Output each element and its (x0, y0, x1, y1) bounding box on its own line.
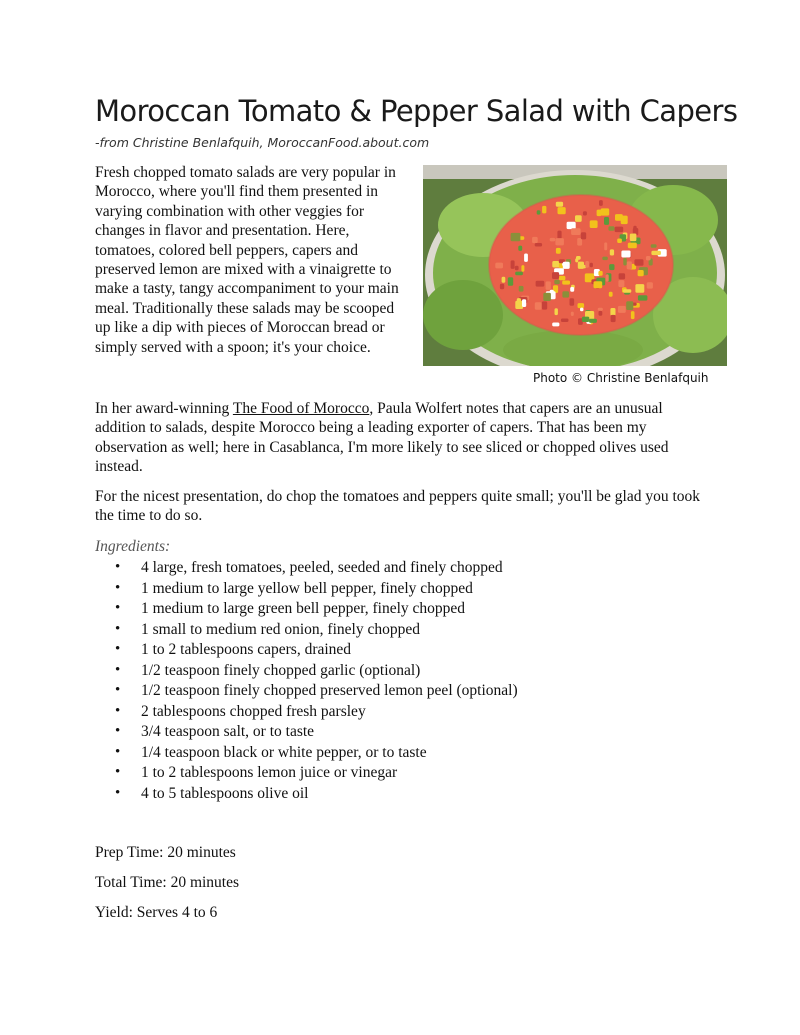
salad-bit (555, 308, 558, 315)
bullet-icon: • (115, 682, 121, 698)
salad-bit (578, 303, 585, 308)
salad-bit (594, 281, 603, 288)
salad-bit (618, 280, 624, 287)
salad-bit (598, 271, 602, 276)
salad-bit (647, 282, 653, 288)
salad-bit (550, 238, 556, 242)
salad-photo (423, 165, 727, 366)
salad-bit (626, 301, 633, 310)
salad-bit (535, 243, 542, 247)
salad-bit (519, 286, 524, 292)
list-item (95, 640, 655, 661)
salad-bit (567, 222, 576, 229)
list-item (95, 743, 655, 764)
salad-bit (537, 210, 541, 214)
salad-bit (562, 291, 569, 297)
salad-bit (559, 276, 566, 280)
ingredients-heading: Ingredients: (95, 538, 171, 555)
salad-bit (500, 284, 504, 290)
bullet-icon: • (115, 600, 121, 616)
salad-bit (609, 264, 614, 270)
salad-bit (585, 261, 589, 268)
salad-bit (554, 280, 560, 285)
book-title-link[interactable]: The Food of Morocco (232, 400, 370, 417)
salad-bit (552, 323, 559, 327)
list-item (95, 722, 655, 743)
salad-bit (610, 249, 614, 255)
paragraph-wolfert-rest: , Paula Wolfert notes that capers are an unusual addition to salads, despite Morocco being a leading exporter of capers. That has been my observation as well; here in Casablanca, I'm more likely to see sliced or chopped olives used instead. (95, 400, 669, 476)
salad-bit (582, 317, 589, 322)
salad-bit (651, 251, 661, 255)
bullet-icon: • (115, 661, 121, 678)
ingredient-text: 4 to 5 tablespoons olive oil (141, 784, 309, 802)
salad-bit (524, 254, 528, 262)
ingredient-text: 1 medium to large yellow bell pepper, finely chopped (141, 579, 473, 597)
salad-bit (521, 265, 524, 272)
salad-bit (508, 277, 513, 286)
ingredient-text: 1 to 2 tablespoons lemon juice or vinegar (141, 764, 398, 781)
salad-illustration (423, 165, 727, 366)
paragraph-presentation: For the nicest presentation, do chop the tomatoes and peppers quite small; you'll be glad you took the time to do so. (95, 488, 701, 525)
salad-bit (611, 315, 616, 322)
prep-time: Prep Time: 20 minutes (95, 844, 236, 861)
salad-bit (631, 311, 635, 319)
bullet-icon: • (115, 641, 121, 657)
salad-bit (635, 284, 644, 293)
salad-bit (598, 308, 603, 311)
salad-bit (615, 227, 624, 233)
intro-paragraph: Fresh chopped tomato salads are very popular in Morocco, where you'll find them presented in varying combination with other veggies for changes in flavor and presentation. Here, tomatoes, colored bell peppers, capers and preserved lemon are mixed with a vinaigrette to make a tasty, tangy accompaniment to your main meal. Traditionally these salads may be scooped up like a dip with pieces of Moroccan bread or simply served with a spoon; it's your choice. (95, 164, 399, 356)
list-item (95, 599, 655, 620)
bullet-icon: • (115, 764, 121, 780)
bullet-icon: • (115, 743, 121, 760)
list-item (95, 579, 655, 600)
salad-bit (619, 273, 626, 279)
paragraph-wolfert (95, 399, 705, 477)
salad-bit (623, 258, 626, 266)
salad-bit (638, 270, 644, 276)
salad-bit (590, 263, 593, 267)
salad-bit (570, 298, 575, 305)
salad-bit (599, 311, 603, 316)
yield: Yield: Serves 4 to 6 (95, 904, 218, 921)
salad-bit (615, 214, 623, 221)
ingredient-text: 1/2 teaspoon finely chopped preserved lemon peel (optional) (141, 682, 518, 699)
salad-bit (583, 211, 587, 215)
list-item (95, 702, 655, 723)
salad-bit (617, 239, 622, 244)
salad-bit (511, 260, 515, 269)
ingredients-list (95, 558, 655, 804)
salad-bit (515, 266, 519, 271)
salad-bit (563, 262, 570, 269)
salad-bit (556, 248, 561, 254)
salad-bit (558, 207, 566, 214)
salad-bit (606, 274, 609, 282)
salad-bit (515, 301, 523, 309)
ingredient-text: 2 tablespoons chopped fresh parsley (141, 702, 366, 720)
salad-bit (542, 206, 546, 214)
list-item (95, 558, 655, 579)
ingredient-text: 1 medium to large green bell pepper, finely chopped (141, 600, 466, 617)
salad-bit (610, 308, 615, 316)
salad-bit (555, 238, 564, 245)
salad-bit (589, 319, 597, 323)
salad-bit (511, 233, 521, 241)
salad-bit (522, 299, 526, 307)
list-item (95, 620, 655, 641)
salad-bit (630, 234, 637, 242)
salad-bit (577, 238, 582, 246)
salad-bit (581, 232, 586, 239)
salad-bit (570, 287, 574, 292)
salad-bit (543, 293, 551, 301)
ingredient-text: 1/4 teaspoon black or white pepper, or to taste (141, 743, 427, 761)
salad-bit (618, 306, 626, 313)
ingredient-text: 1 small to medium red onion, finely chopped (141, 620, 420, 638)
photo-caption: Photo © Christine Benlafquih (533, 371, 709, 385)
ingredient-text: 3/4 teaspoon salt, or to taste (141, 723, 315, 740)
ingredient-text: 1/2 teaspoon finely chopped garlic (optional) (141, 661, 421, 679)
salad-bit (623, 289, 631, 292)
salad-bit (601, 208, 610, 215)
list-item (95, 784, 655, 805)
bullet-icon: • (115, 702, 121, 719)
paragraph-wolfert-start: In her award-winning (95, 400, 233, 417)
salad-bit (634, 259, 643, 266)
bullet-icon: • (115, 723, 121, 739)
salad-bit (532, 237, 538, 243)
salad-bit (590, 220, 598, 228)
salad-bit (604, 217, 609, 225)
salad-bit (562, 281, 570, 285)
salad-bit (575, 258, 578, 262)
list-item (95, 681, 655, 702)
salad-bit (621, 251, 630, 258)
list-item (95, 763, 655, 784)
salad-bit (535, 302, 542, 310)
bullet-icon: • (115, 559, 121, 575)
salad-bit (609, 292, 613, 297)
salad-bit (561, 319, 569, 323)
salad-bit (571, 312, 574, 316)
salad-bit (627, 261, 632, 269)
salad-bit (552, 272, 559, 279)
salad-bit (575, 215, 582, 222)
salad-bit (608, 226, 614, 231)
salad-bit (556, 202, 563, 207)
salad-bit (638, 295, 648, 300)
bullet-icon: • (115, 620, 121, 637)
salad-bit (542, 301, 547, 309)
bullet-icon: • (115, 579, 121, 596)
salad-bit (502, 277, 506, 283)
salad-bit (571, 228, 581, 235)
salad-bit (604, 242, 607, 250)
total-time: Total Time: 20 minutes (95, 874, 240, 891)
salad-bit (628, 243, 637, 249)
salad-bit (536, 281, 545, 287)
salad-bit (651, 244, 657, 248)
salad-bit (599, 200, 603, 206)
page-title: Moroccan Tomato & Pepper Salad with Capers (95, 94, 738, 128)
ingredient-text: 1 to 2 tablespoons capers, drained (141, 641, 352, 658)
salad-bit (602, 257, 608, 261)
salad-bit (578, 262, 584, 269)
salad-bit (518, 246, 522, 251)
salad-bit (495, 263, 503, 269)
bullet-icon: • (115, 784, 121, 801)
salad-bit (580, 308, 584, 312)
ingredient-text: 4 large, fresh tomatoes, peeled, seeded and finely chopped (141, 559, 503, 576)
salad-bit (546, 281, 551, 290)
salad-bit (515, 272, 523, 276)
list-item (95, 661, 655, 682)
byline: -from Christine Benlafquih, MoroccanFood.about.com (95, 135, 430, 150)
salad-bit (646, 256, 651, 260)
